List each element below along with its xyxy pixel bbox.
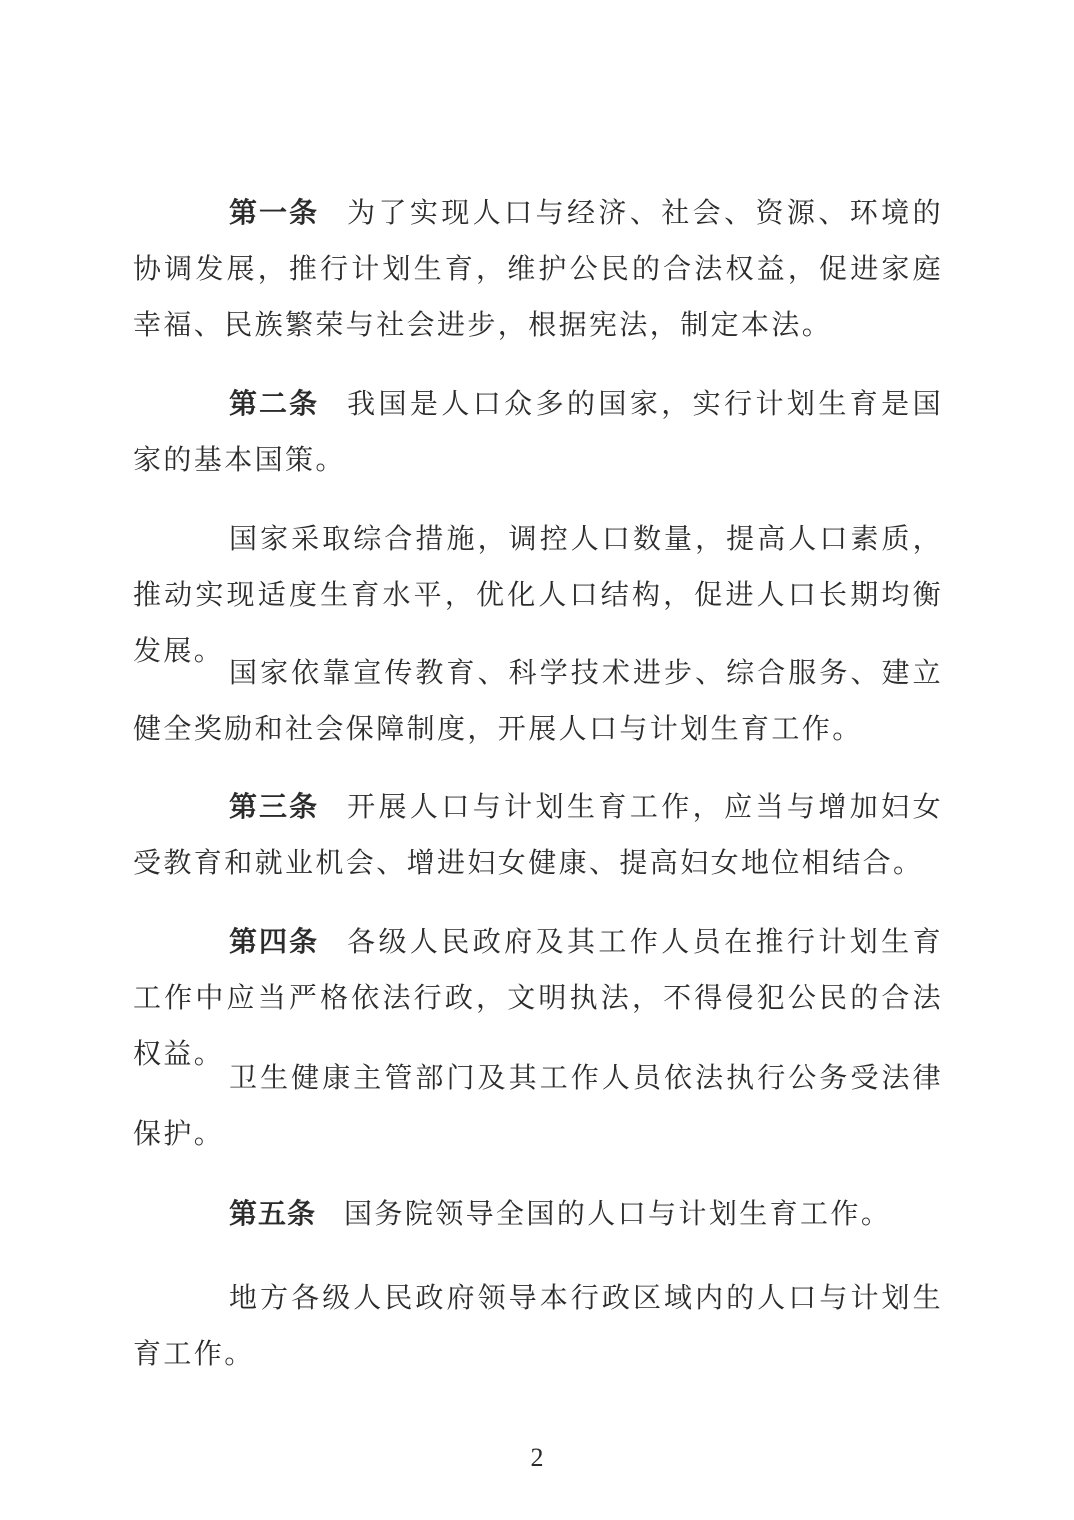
- paragraph-text: 国家依靠宣传教育、科学技术进步、综合服务、建立健全奖励和社会保障制度，开展人口与计划生育工作。: [133, 656, 943, 745]
- paragraph-text: 国务院领导全国的人口与计划生育工作。: [344, 1197, 892, 1230]
- article-heading: 第二条: [229, 387, 320, 420]
- paragraph-article-3: [133, 779, 943, 891]
- paragraph-text: 我国是人口众多的国家，实行计划生育是国家的基本国策。: [133, 387, 943, 476]
- paragraph-text: 地方各级人民政府领导本行政区域内的人口与计划生育工作。: [133, 1281, 943, 1370]
- article-heading: 第三条: [229, 790, 320, 823]
- paragraph-article-5-clause-2: [133, 1270, 943, 1382]
- paragraph-article-1: [133, 185, 943, 353]
- paragraph-article-5: [133, 1186, 943, 1242]
- paragraph-text: 各级人民政府及其工作人员在推行计划生育工作中应当严格依法行政，文明执法，不得侵犯公民的合法权益。: [133, 925, 943, 1070]
- paragraph-text: 开展人口与计划生育工作，应当与增加妇女受教育和就业机会、增进妇女健康、提高妇女地位相结合。: [133, 790, 943, 879]
- paragraph-text: 卫生健康主管部门及其工作人员依法执行公务受法律保护。: [133, 1061, 943, 1150]
- paragraph-article-2: [133, 376, 943, 488]
- article-heading: 第五条: [229, 1197, 317, 1230]
- article-heading: 第一条: [229, 196, 320, 229]
- page-number: 2: [530, 1443, 544, 1472]
- paragraph-text: 国家采取综合措施，调控人口数量，提高人口素质，推动实现适度生育水平，优化人口结构，促进人口长期均衡发展。: [133, 522, 943, 667]
- paragraph-article-2-clause-3: [133, 645, 943, 757]
- article-heading: 第四条: [229, 925, 320, 958]
- paragraph-text: 为了实现人口与经济、社会、资源、环境的协调发展，推行计划生育，维护公民的合法权益，促进家庭幸福、民族繁荣与社会进步，根据宪法，制定本法。: [133, 196, 943, 341]
- paragraph-article-4-clause-2: [133, 1050, 943, 1162]
